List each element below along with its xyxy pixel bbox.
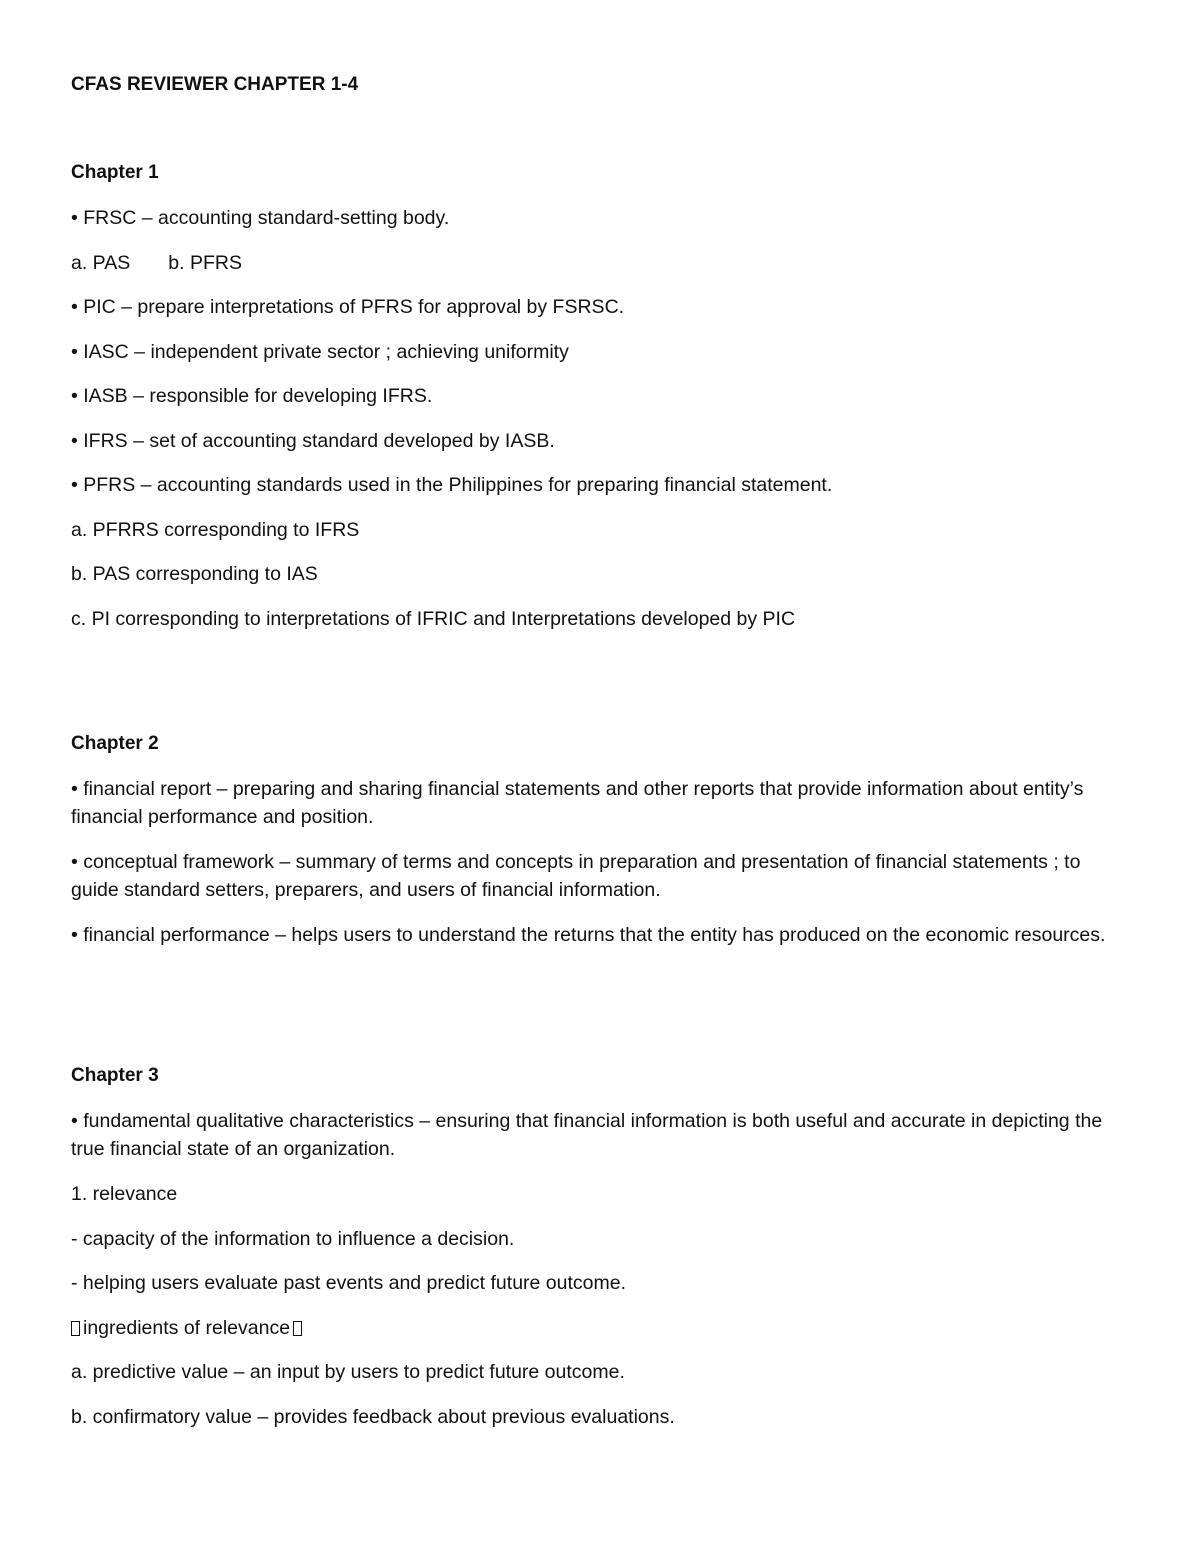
conceptual-framework-item: • conceptual framework – summary of terms and concepts in preparation and presentation of financial statements ; to guide standard setters, preparers, and users of financial information.	[71, 851, 1081, 901]
financial-performance-item: • financial performance – helps users to understand the returns that the entity has produced on the economic resources.	[71, 924, 1106, 946]
chapter-3-section	[71, 1063, 1131, 1431]
ifrs-item: • IFRS – set of accounting standard developed by IASB.	[71, 429, 555, 452]
chapter-2-section	[71, 731, 1131, 949]
relevance-point-1: - capacity of the information to influence a decision.	[71, 1227, 515, 1250]
document-page	[71, 72, 1131, 1447]
missing-glyph-icon	[293, 1321, 302, 1336]
pfrs-sub-a: a. PFRRS corresponding to IFRS	[71, 518, 360, 541]
predictive-value-item: a. predictive value – an input by users to predict future outcome.	[71, 1361, 625, 1383]
pfrs-sub-c: c. PI corresponding to interpretations of IFRIC and Interpretations developed by PIC	[71, 607, 796, 630]
chapter-1-section	[71, 160, 1131, 633]
ingredients-of-relevance	[71, 1314, 1131, 1342]
relevance-point-2: - helping users evaluate past events and predict future outcome.	[71, 1272, 626, 1294]
financial-report-item: • financial report – preparing and sharing financial statements and other reports that provide information about entity’s financial performance and position.	[71, 778, 1084, 828]
chapter-1-heading: Chapter 1	[71, 162, 159, 183]
fundamental-characteristics-item: • fundamental qualitative characteristics – ensuring that financial information is both useful and accurate in depicting the true financial state of an organization.	[71, 1110, 1103, 1160]
iasb-item: • IASB – responsible for developing IFRS.	[71, 385, 433, 407]
pfrs-item: • PFRS – accounting standards used in the Philippines for preparing financial statement.	[71, 474, 833, 496]
missing-glyph-icon	[71, 1321, 80, 1336]
chapter-3-heading: Chapter 3	[71, 1065, 159, 1086]
pic-item: • PIC – prepare interpretations of PFRS for approval by FSRSC.	[71, 296, 625, 318]
iasc-item: • IASC – independent private sector ; achieving uniformity	[71, 340, 569, 363]
frsc-option-b: b. PFRS	[168, 251, 242, 274]
confirmatory-value-item: b. confirmatory value – provides feedback about previous evaluations.	[71, 1405, 675, 1428]
pfrs-sub-b: b. PAS corresponding to IAS	[71, 563, 318, 585]
frsc-options	[71, 249, 1131, 277]
relevance-item: 1. relevance	[71, 1183, 178, 1205]
ingredients-label: ingredients of relevance	[83, 1316, 291, 1339]
frsc-option-a: a. PAS	[71, 251, 131, 274]
frsc-item: • FRSC – accounting standard-setting body.	[71, 207, 450, 229]
chapter-2-heading: Chapter 2	[71, 733, 159, 754]
document-title: CFAS REVIEWER CHAPTER 1-4	[71, 74, 359, 95]
